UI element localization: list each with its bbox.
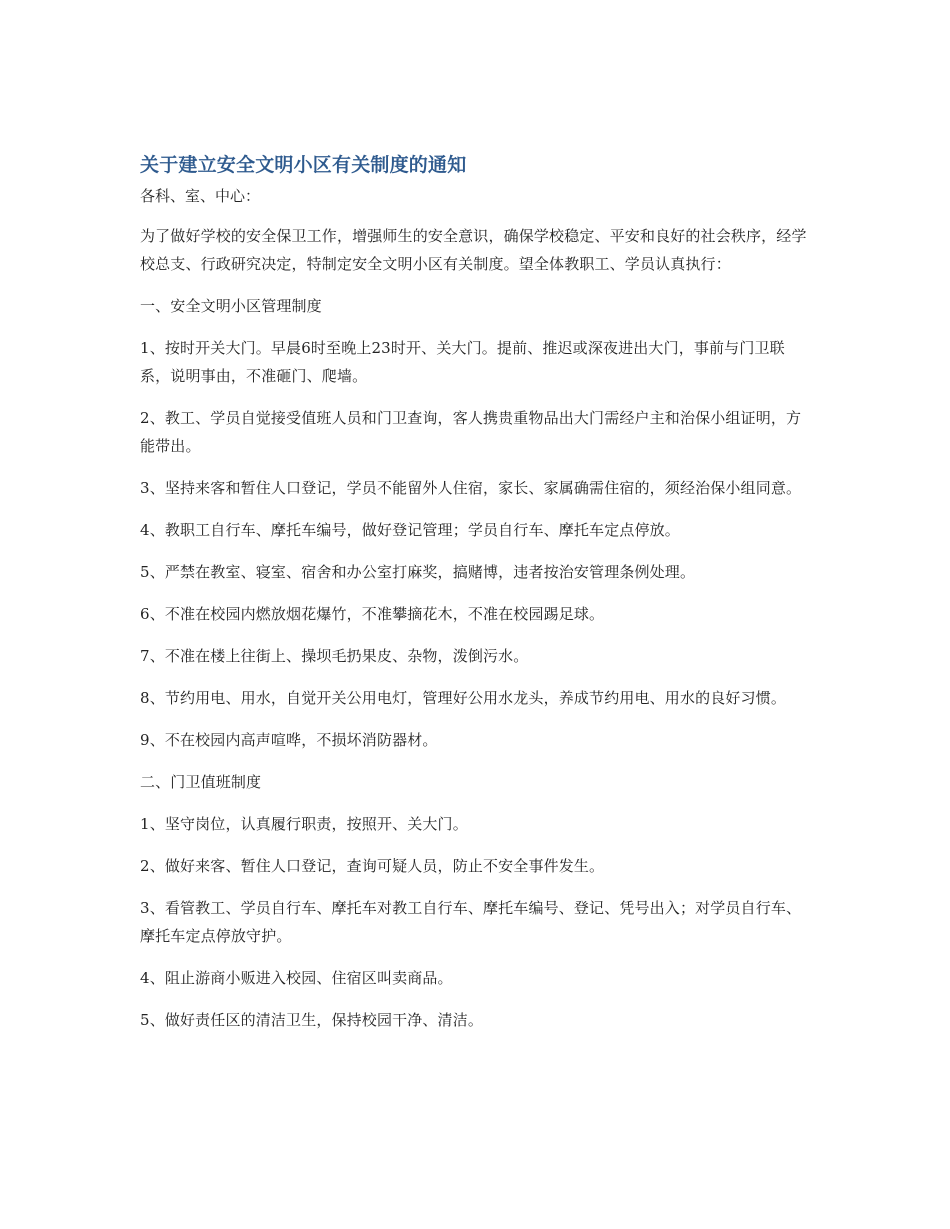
rule-item: 2、教工、学员自觉接受值班人员和门卫查询，客人携贵重物品出大门需经户主和治保小组证明，方能带出。	[140, 409, 802, 455]
salutation: 各科、室、中心：	[140, 187, 261, 205]
rule-item: 1、按时开关大门。早晨6时至晚上23时开、关大门。提前、推迟或深夜进出大门，事前与门卫联系，说明事由，不准砸门、爬墙。	[140, 339, 785, 385]
duty-item: 3、看管教工、学员自行车、摩托车对教工自行车、摩托车编号、登记、凭号出入；对学员自行车、摩托车定点停放守护。	[140, 899, 802, 945]
section-heading-gate-duty: 二、门卫值班制度	[140, 773, 262, 791]
duty-item: 5、做好责任区的清洁卫生，保持校园干净、清洁。	[140, 1011, 483, 1029]
rule-item: 6、不准在校园内燃放烟花爆竹，不准攀摘花木，不准在校园踢足球。	[140, 605, 605, 623]
rule-item: 8、节约用电、用水，自觉开关公用电灯，管理好公用水龙头，养成节约用电、用水的良好习惯。	[140, 689, 786, 707]
duty-item: 4、阻止游商小贩进入校园、住宿区叫卖商品。	[140, 969, 453, 987]
rule-item: 7、不准在楼上往街上、操坝毛扔果皮、杂物，泼倒污水。	[140, 647, 529, 665]
document-page	[140, 148, 808, 1048]
duty-item: 1、坚守岗位，认真履行职责，按照开、关大门。	[140, 815, 468, 833]
rule-item: 3、坚持来客和暂住人口登记，学员不能留外人住宿，家长、家属确需住宿的，须经治保小组同意。	[140, 479, 802, 497]
document-title: 关于建立安全文明小区有关制度的通知	[140, 154, 467, 176]
rule-item: 5、严禁在教室、寝室、宿舍和办公室打麻奖，搞赌博，违者按治安管理条例处理。	[140, 563, 696, 581]
section-heading-management: 一、安全文明小区管理制度	[140, 297, 322, 315]
duty-item: 2、做好来客、暂住人口登记，查询可疑人员，防止不安全事件发生。	[140, 857, 605, 875]
rule-item: 4、教职工自行车、摩托车编号，做好登记管理；学员自行车、摩托车定点停放。	[140, 521, 680, 539]
intro-paragraph: 为了做好学校的安全保卫工作，增强师生的安全意识，确保学校稳定、平安和良好的社会秩序，经学校总支、行政研究决定，特制定安全文明小区有关制度。望全体教职工、学员认真执行：	[140, 227, 807, 273]
rule-item: 9、不在校园内高声喧哗，不损坏消防器材。	[140, 731, 438, 749]
